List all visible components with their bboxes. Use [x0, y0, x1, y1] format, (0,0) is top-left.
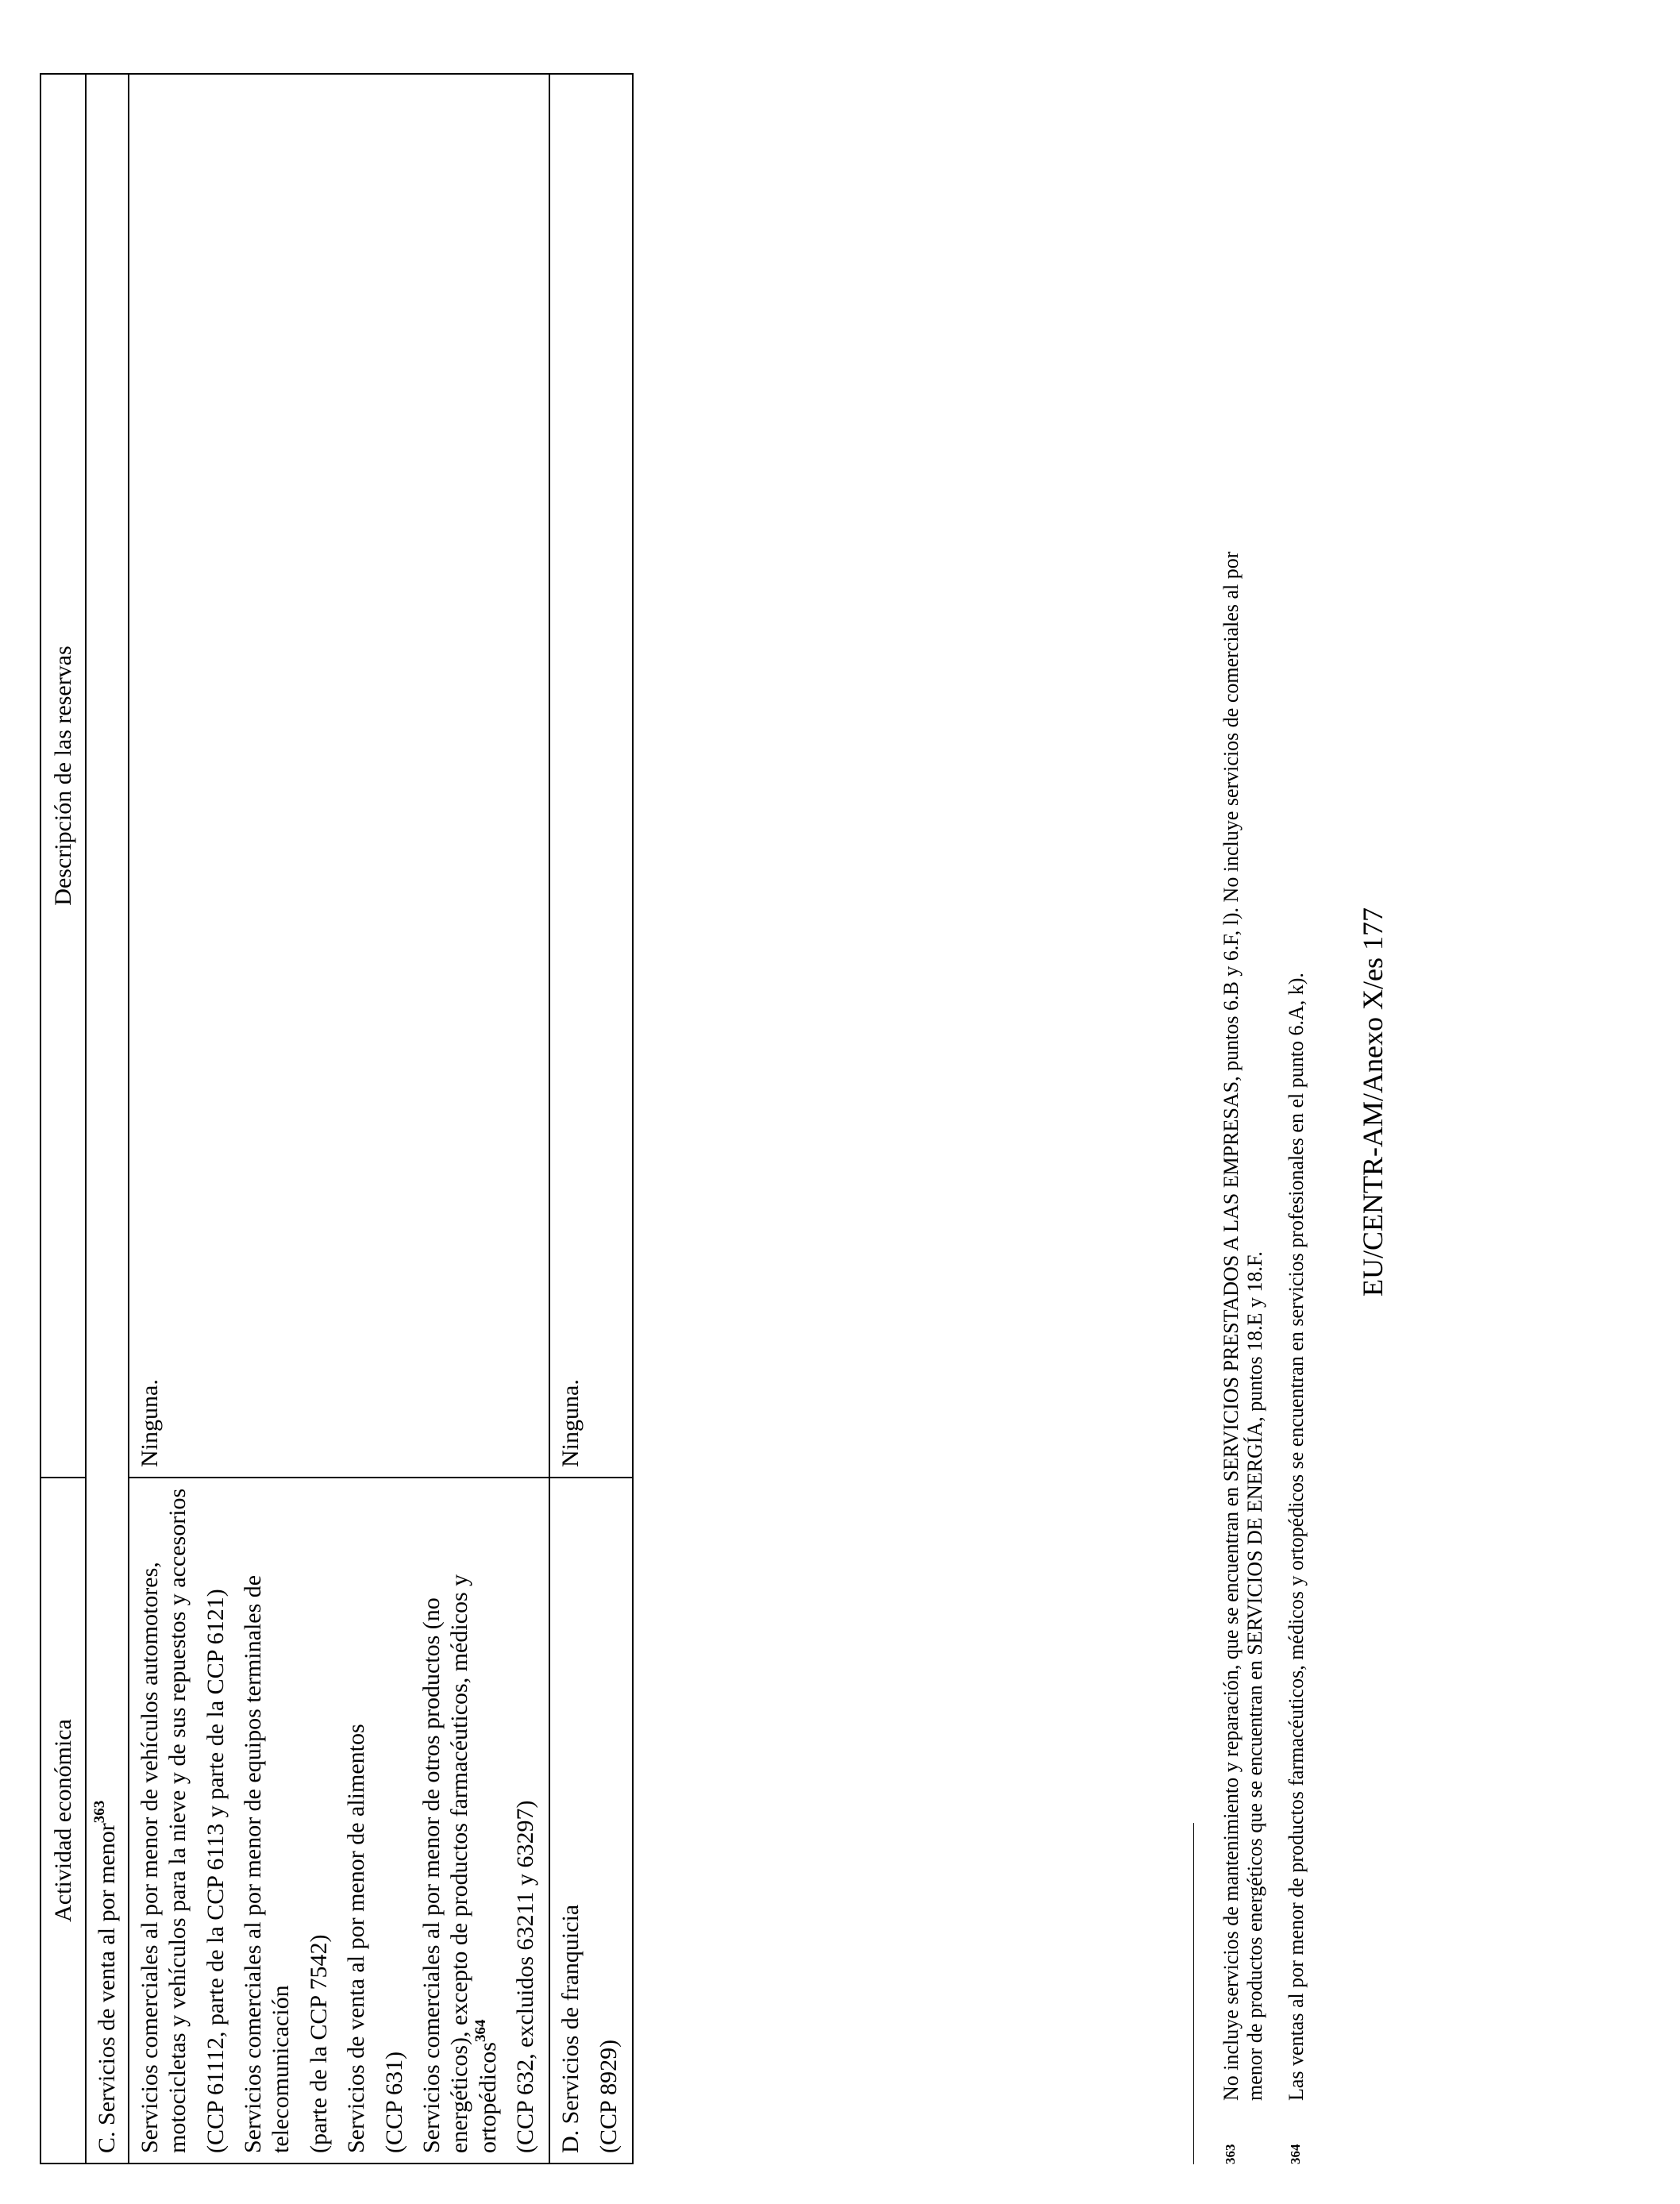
activity-paragraph: (CCP 632, excluidos 63211 y 63297) — [512, 1800, 539, 2153]
footnote-363 — [1220, 497, 1268, 2164]
activity-paragraph: Servicios de venta al por menor de alimentos — [343, 1724, 370, 2153]
activity-paragraph: (CCP 631) — [380, 2051, 407, 2153]
section-c-row — [86, 74, 128, 2164]
footnote-text: No incluye servicios de mantenimiento y reparación, que se encuentran en SERVICIOS PRESTADOS A LAS EMPRESAS, puntos 6.B y 6.F, l). No incluye servicios de comerciales al por menor de productos energéticos que se encuentran en SERVICIOS DE ENERGÍA, puntos 18.E y 18.F. — [1220, 551, 1267, 2101]
header-description: Descripción de las reservas — [40, 74, 86, 1478]
activity-cell — [549, 1478, 633, 2164]
table-row — [549, 74, 633, 2164]
description-cell: Ninguna. — [129, 74, 550, 1478]
activity-paragraph — [418, 1488, 502, 2153]
section-c-title: C. Servicios de venta al por menor — [94, 1823, 121, 2153]
activity-paragraph: (CCP 8929) — [595, 2039, 622, 2153]
footnote-separator — [1193, 1823, 1194, 2164]
footnote-number: 363 — [1223, 2144, 1238, 2164]
section-c-heading — [86, 74, 128, 2164]
activity-paragraph: Servicios comerciales al por menor de vehículos automotores, motocicletas y vehículos para la nieve y de sus repuestos y accesorios — [136, 1488, 191, 2153]
footnote-ref-364: 364 — [472, 2019, 489, 2043]
description-cell: Ninguna. — [549, 74, 633, 1478]
table-row — [129, 74, 550, 2164]
page-footer: EU/CENTR-AM/Anexo X/es 177 — [1357, 907, 1389, 1297]
footnote-ref-363: 363 — [91, 1800, 109, 1824]
activity-paragraph: Servicios comerciales al por menor de equipos terminales de telecomunicación — [239, 1574, 295, 2153]
header-activity: Actividad económica — [40, 1478, 86, 2164]
reservations-table — [40, 73, 634, 2164]
footnote-number: 364 — [1288, 2144, 1303, 2164]
activity-text: Servicios comerciales al por menor de otros productos (no energéticos), excepto de productos farmacéuticos, médicos y ortopédicos — [418, 1574, 501, 2153]
activity-paragraph: (parte de la CCP 7542) — [305, 1934, 332, 2153]
footnote-364 — [1285, 497, 1308, 2164]
activity-paragraph: D. Servicios de franquicia — [557, 1904, 584, 2153]
activity-paragraph: (CCP 61112, parte de la CCP 6113 y parte de la CCP 6121) — [202, 1589, 229, 2153]
footnote-text: Las ventas al por menor de productos farmacéuticos, médicos y ortopédicos se encuentran en servicios profesionales en el punto 6.A, k). — [1285, 973, 1308, 2101]
table-header-row — [40, 74, 86, 2164]
activity-cell — [129, 1478, 550, 2164]
